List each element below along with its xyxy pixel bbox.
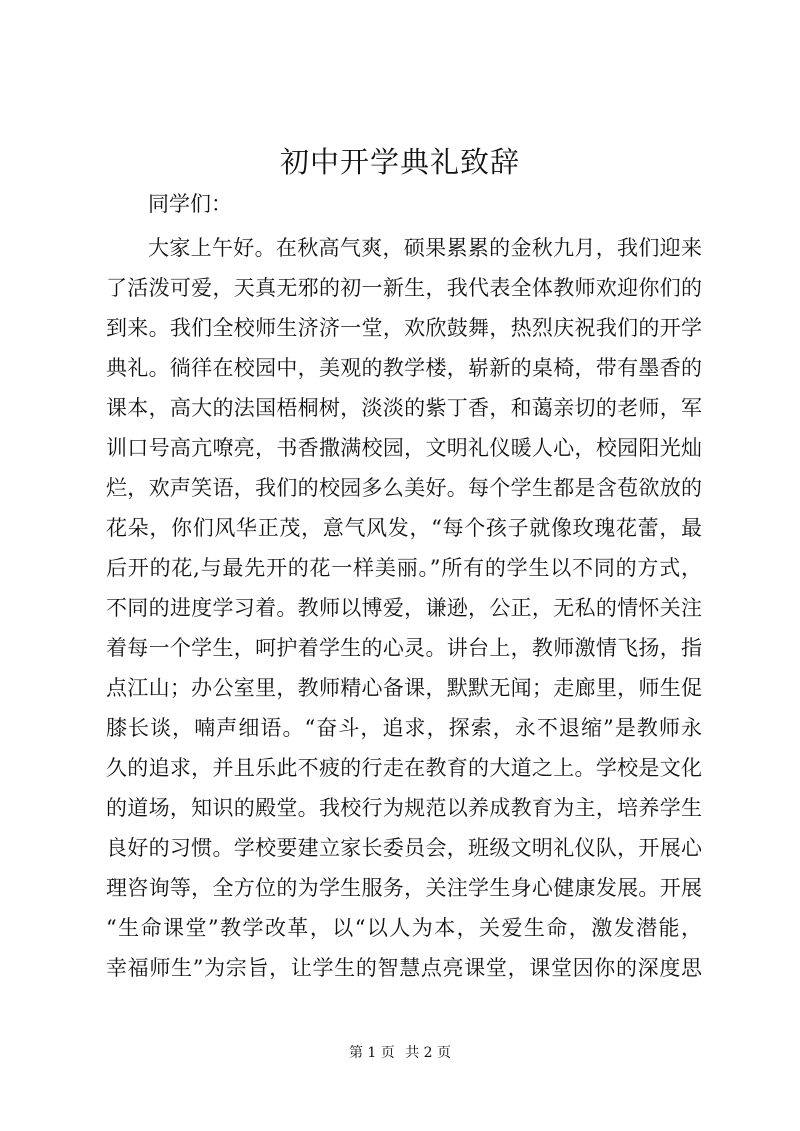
page-footer bbox=[0, 1043, 800, 1063]
body-line: 烂，欢声笑语，我们的校园多么美好。每个学生都是含苞欲放的 bbox=[106, 476, 702, 500]
page-total: 共 2 页 bbox=[405, 1045, 452, 1061]
body-line: 理咨询等，全方位的为学生服务，关注学生身心健康发展。开展 bbox=[106, 876, 702, 900]
body-paragraph bbox=[106, 228, 702, 988]
body-line: 良好的习惯。学校要建立家长委员会，班级文明礼仪队，开展心 bbox=[106, 836, 702, 860]
body-line: 点江山；办公室里，教师精心备课，默默无闻；走廊里，师生促 bbox=[106, 676, 702, 700]
body-line: 着每一个学生，呵护着学生的心灵。讲台上，教师激情飞扬，指 bbox=[106, 636, 702, 660]
body-line: 训口号高亢嘹亮，书香撒满校园，文明礼仪暖人心，校园阳光灿 bbox=[106, 436, 702, 460]
body-line: 后开的花,与最先开的花一样美丽。”所有的学生以不同的方式， bbox=[106, 556, 702, 580]
body-line: 大家上午好。在秋高气爽，硕果累累的金秋九月，我们迎来 bbox=[148, 236, 702, 260]
body-line: 了活泼可爱，天真无邪的初一新生，我代表全体教师欢迎你们的 bbox=[106, 276, 702, 300]
body-line: 花朵，你们风华正茂，意气风发，“每个孩子就像玫瑰花蕾，最 bbox=[106, 516, 702, 540]
body-line: 典礼。徜徉在校园中，美观的教学楼，崭新的桌椅，带有墨香的 bbox=[106, 356, 702, 380]
body-line: 久的追求，并且乐此不疲的行走在教育的大道之上。学校是文化 bbox=[106, 756, 702, 780]
page-number: 第 1 页 bbox=[348, 1045, 395, 1061]
salutation: 同学们： bbox=[148, 192, 232, 216]
body-line: 膝长谈，喃声细语。“奋斗，追求，探索，永不退缩”是教师永 bbox=[106, 716, 702, 740]
document-title: 初中开学典礼致辞 bbox=[279, 145, 520, 179]
body-line: “生命课堂”教学改革，以“以人为本，关爱生命，激发潜能， bbox=[106, 916, 702, 940]
body-line: 课本，高大的法国梧桐树，淡淡的紫丁香，和蔼亲切的老师，军 bbox=[106, 396, 702, 420]
body-line: 的道场，知识的殿堂。我校行为规范以养成教育为主，培养学生 bbox=[106, 796, 702, 820]
body-line: 不同的进度学习着。教师以博爱，谦逊，公正，无私的情怀关注 bbox=[106, 596, 702, 620]
body-line: 到来。我们全校师生济济一堂，欢欣鼓舞，热烈庆祝我们的开学 bbox=[106, 316, 702, 340]
body-line: 幸福师生”为宗旨，让学生的智慧点亮课堂，课堂因你的深度思 bbox=[106, 956, 702, 980]
